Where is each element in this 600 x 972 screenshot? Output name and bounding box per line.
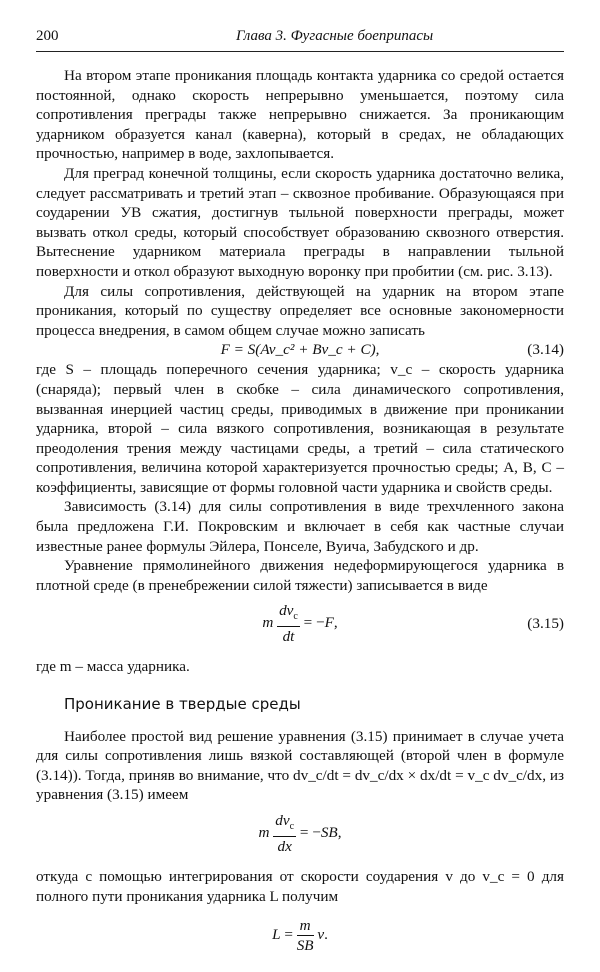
equation-sb — [36, 811, 564, 857]
paragraph-5: Зависимость (3.14) для силы сопротивления в виде трехчленного закона была предложена Г.И. Покровским и включает в себя как частные случаи известные ранее формулы Эйлера, Понселе, Вуича, Забудского и др. — [36, 498, 564, 555]
equation-3-14-formula — [36, 340, 564, 360]
paragraph-9: откуда с помощью интегрирования от скорости соударения v до v_c = 0 для полного пути проникания ударника L получим — [36, 868, 564, 905]
running-title: Глава 3. Фугасные боеприпасы — [236, 28, 434, 44]
paragraph-3: Для силы сопротивления, действующей на ударник на втором этапе проникания, который по существу определяет все основные закономерности процесса внедрения, в самом общем случае можно записать — [36, 282, 564, 339]
fraction-m-sb: $\frac{m}{SB}$ — [296, 917, 314, 955]
equation-3-14-number: (3.14) — [527, 341, 564, 359]
paragraph-2: Для преград конечной толщины, если скорость ударника достаточно велика, следует рассматривать и третий этап – сквозное пробивание. Образующаяся при соударении УВ сжатия, достигнув тыльной поверхности преграды, может вызвать откол среды, который способствует образованию сквозного отверстия. Вытеснение ударником материала преграды в направлении тыльной поверхности и откол образуют выходную воронку при пробитии (см. рис. 3.13). — [36, 164, 564, 280]
paragraph-1: На втором этапе проникания площадь контакта ударника со средой остается постоянной, однако скорость непрерывно уменьшается, поэтому сила сопротивления преграды также непрерывно снижается. За проникающим ударником образуется канал (каверна), который в средах, не обладающих прочностью, например в воде, захлопывается. — [36, 67, 564, 163]
paragraph-7: где m – масса ударника. — [36, 658, 190, 676]
fraction-dvc-dt: $\frac{dv_c}{dt}$ — [279, 602, 298, 646]
equation-3-15 — [36, 601, 564, 647]
page-body — [36, 66, 564, 972]
paragraph-6: Уравнение прямолинейного движения недеформирующегося ударника в плотной среде (в пренебрежении силой тяжести) записывается в виде — [36, 557, 564, 594]
paragraph-4: где S – площадь поперечного сечения ударника; v_c – скорость ударника (снаряда); первый член в скобке – сила динамического сопротивления, вызванная инерцией частиц среды, приводимых в движение при проникании ударника, второй – сила вязкого сопротивления, возникающая в результате преодоления трения между частицами среды, а третий – сила статического сопротивления, величина которой характеризуется прочностью среды; A, B, C – коэффициенты, зависящие от формы головной части ударника и свойств среды. — [36, 361, 564, 496]
fraction-dvc-dx: $\frac{dv_c}{dx}$ — [275, 812, 295, 856]
equation-3-14 — [36, 340, 564, 360]
equation-3-15-formula: m $\frac{dv_c}{dt}$ = −F, — [262, 602, 338, 646]
equation-3-15-number: (3.15) — [527, 615, 564, 633]
equation-L-formula: L = $\frac{m}{SB}$ v. — [272, 917, 328, 955]
equation-sb-formula: m $\frac{dv_c}{dx}$ = −SB, — [258, 812, 342, 856]
paragraph-8: Наиболее простой вид решение уравнения (3.15) принимает в случае учета для силы сопротивления лишь вязкой составляющей (второй член в формуле (3.14)). Тогда, приняв во внимание, что dv_c/dt = dv_c/dx × dx/dt = v_c dv_c/dx, из уравнения (3.15) имеем — [36, 727, 564, 804]
equation-3-14-text: F = S(Av_c² + Bv_c + C), — [220, 341, 380, 359]
equation-L — [36, 916, 564, 962]
section-heading: Проникание в твердые среды — [64, 695, 301, 714]
page-header — [36, 27, 564, 52]
page-number: 200 — [36, 28, 59, 44]
